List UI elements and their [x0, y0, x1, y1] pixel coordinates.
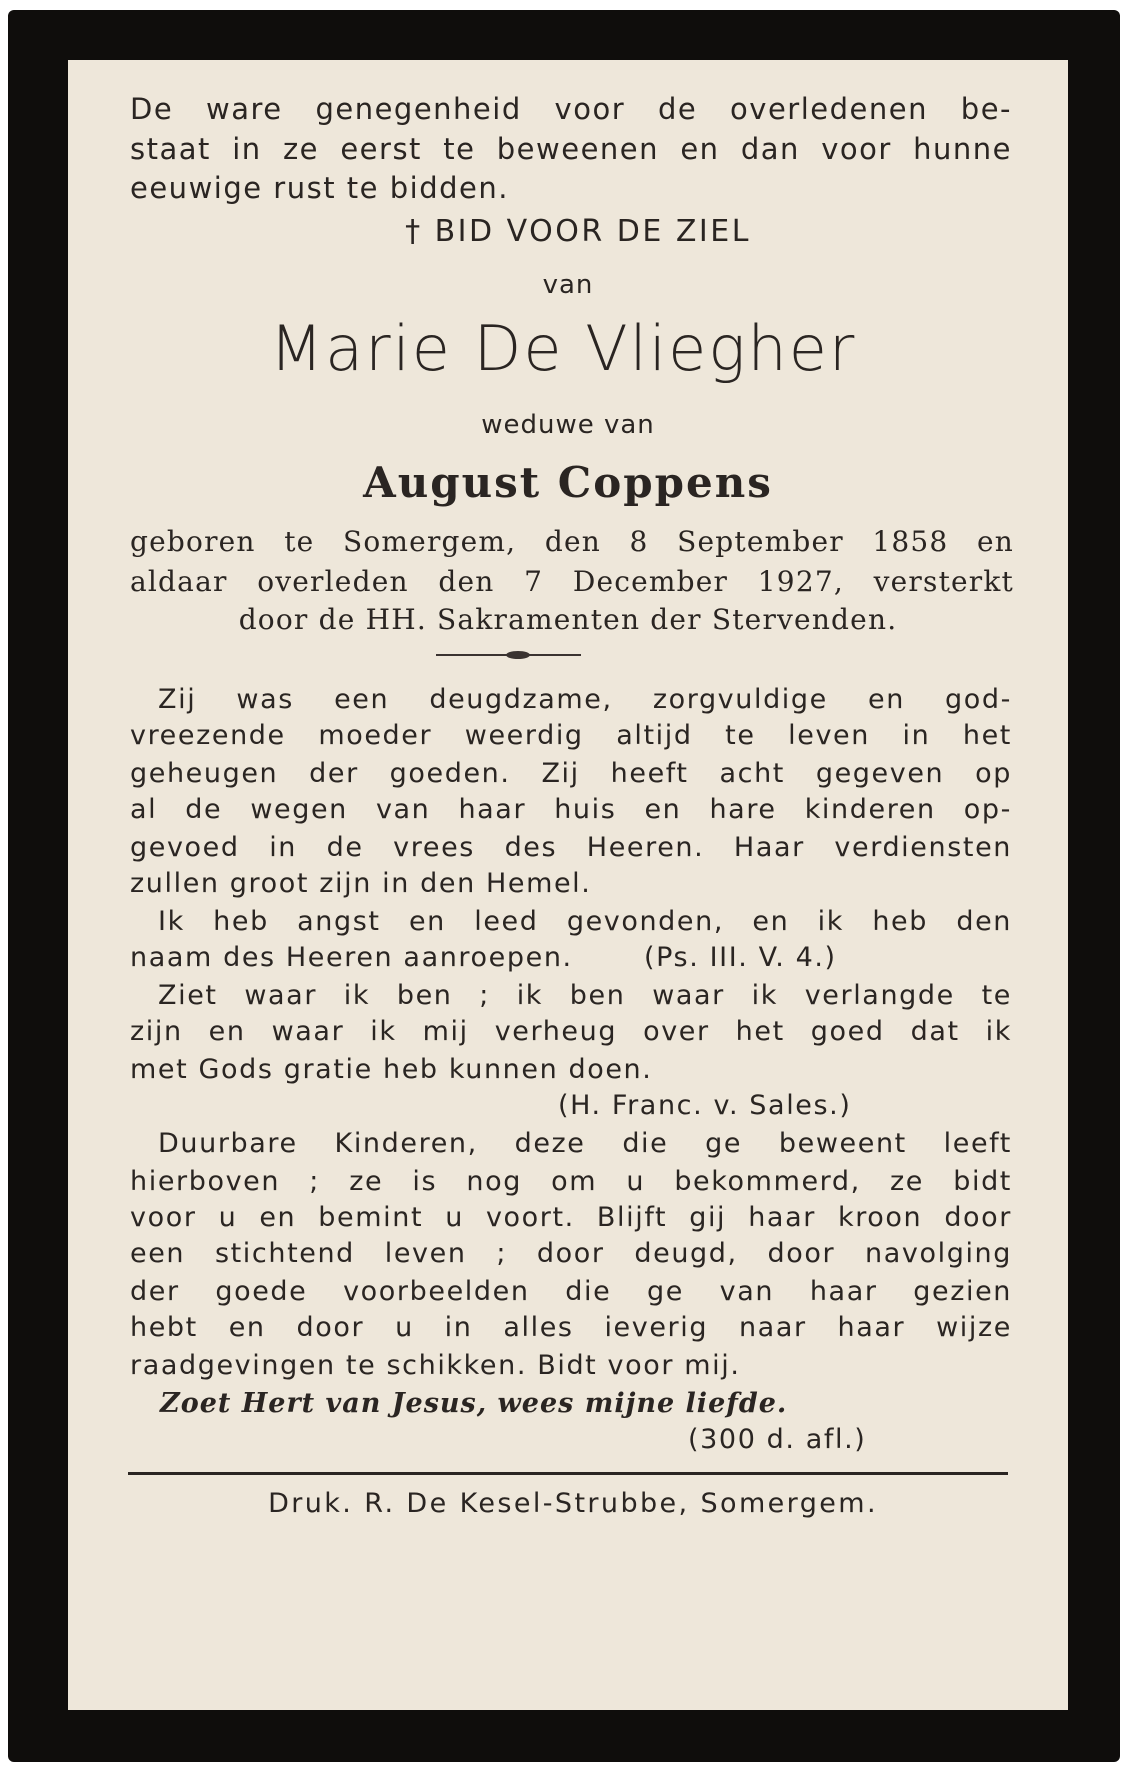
text-line: gevoed in de vrees des Heeren. Haar verdiensten — [130, 832, 1012, 863]
text-line: Zij was een deugdzame, zorgvuldige en god- — [158, 684, 1012, 715]
text-line: met Gods gratie heb kunnen doen. — [130, 1054, 653, 1085]
ornament-center — [506, 651, 530, 659]
text-line: hebt en door u in alles ieverig naar haar wijze — [130, 1312, 1012, 1343]
text-line: al de wegen van haar huis en hare kinderen op- — [130, 794, 1012, 825]
indulgence-note: (300 d. afl.) — [688, 1424, 867, 1455]
sales-reference: (H. Franc. v. Sales.) — [558, 1090, 852, 1121]
intro-line-1: De ware genegenheid voor de overledenen be- — [130, 92, 1012, 126]
text-line: Ziet waar ik ben ; ik ben waar ik verlangde te — [158, 980, 1012, 1011]
text-line: raadgevingen te schikken. Bidt voor mij. — [130, 1350, 741, 1381]
printer-imprint: Druk. R. De Kesel-Strubbe, Somergem. — [268, 1488, 878, 1519]
widow-of-label: weduwe van — [481, 410, 655, 440]
text-line: zullen groot zijn in den Hemel. — [130, 868, 592, 899]
husband-name: August Coppens — [363, 458, 773, 507]
bottom-rule — [128, 1472, 1008, 1475]
text-line: Duurbare Kinderen, deze die ge beweent leeft — [158, 1128, 1012, 1159]
text-line: naam des Heeren aanroepen. — [130, 942, 573, 973]
deceased-name: Marie De Vliegher — [269, 312, 857, 385]
text-line: voor u en bemint u voort. Blijft gij haar kroon door — [130, 1202, 1012, 1233]
van-label: van — [542, 270, 594, 300]
text-line: hierboven ; ze is nog om u bekommerd, ze bidt — [130, 1166, 1012, 1197]
dates-line-3: door de HH. Sakramenten der Stervenden. — [238, 603, 898, 636]
dates-line-2: aldaar overleden den 7 December 1927, versterkt — [130, 565, 1014, 598]
text-line: geheugen der goeden. Zij heeft acht gegeven op — [130, 758, 1012, 789]
text-line: der goede voorbeelden die ge van haar gezien — [130, 1276, 1012, 1307]
dates-line-1: geboren te Somergem, den 8 September 1858 en — [130, 525, 1014, 558]
psalm-reference: (Ps. III. V. 4.) — [644, 942, 837, 973]
text-line: zijn en waar ik mij verheug over het goed dat ik — [130, 1016, 1012, 1047]
prayer-heading: † BID VOOR DE ZIEL — [405, 214, 751, 249]
intro-line-3: eeuwige rust te bidden. — [130, 171, 509, 205]
intro-line-2: staat in ze eerst te beweenen en dan voor hunne — [130, 132, 1012, 166]
text-line: vreezende moeder weerdig altijd te leven in het — [130, 720, 1012, 751]
text-line: Ik heb angst en leed gevonden, en ik heb den — [158, 906, 1012, 937]
invocation: Zoet Hert van Jesus, wees mijne liefde. — [160, 1388, 788, 1419]
card-paper — [68, 60, 1068, 1710]
text-line: een stichtend leven ; door deugd, door navolging — [130, 1238, 1012, 1269]
mourning-card — [8, 10, 1120, 1762]
